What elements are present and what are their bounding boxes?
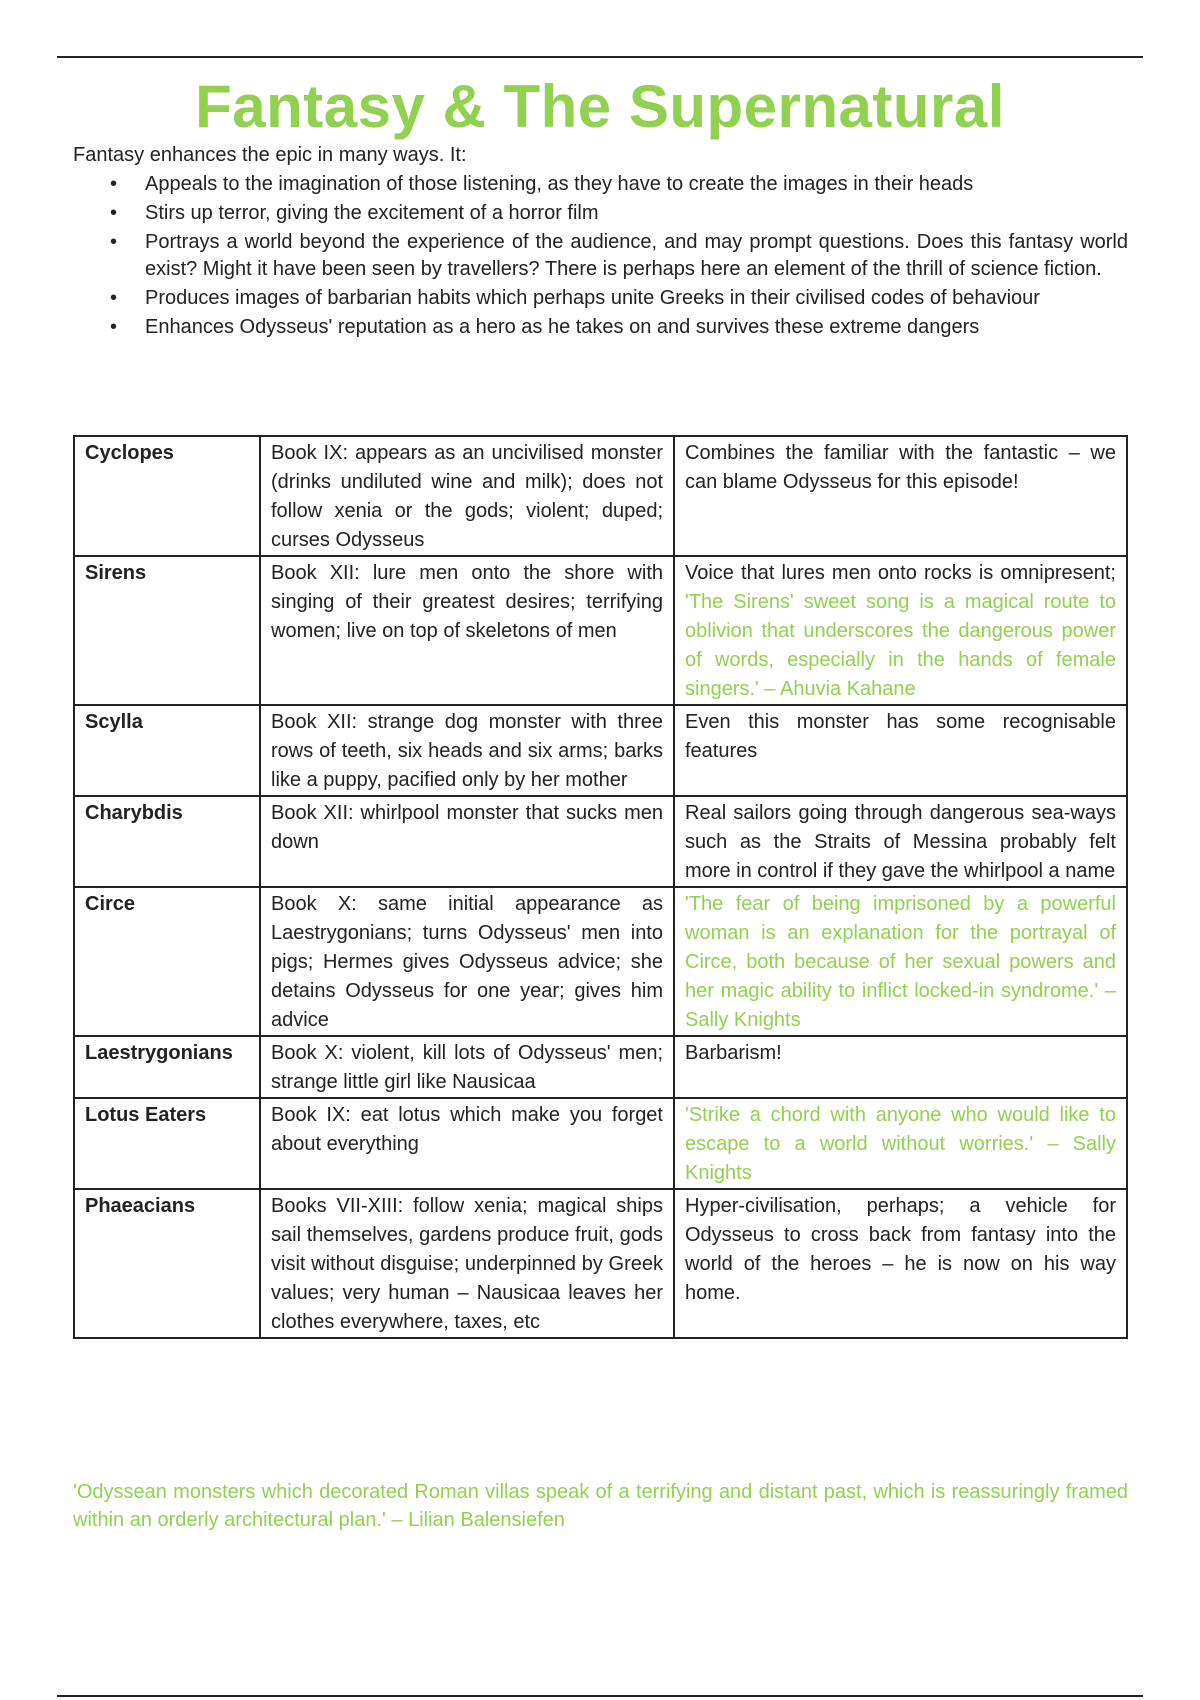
monster-note: Combines the familiar with the fantastic – we can blame Odysseus for this episode! [674,436,1127,556]
list-item: • Stirs up terror, giving the excitement of a horror film [145,200,1128,227]
bullet-icon: • [110,202,118,224]
bullet-icon: • [110,173,118,195]
list-item: • Portrays a world beyond the experience of the audience, and may prompt questions. Does this fantasy world exist? Might it have been seen by travellers? There is perhaps here an element of the thrill of science fiction. [110,231,1128,280]
table-row [74,1036,1127,1098]
monster-name: Sirens [74,556,260,705]
intro-section [73,142,1128,343]
monster-description: Book XII: whirlpool monster that sucks men down [260,796,674,887]
monster-note: 'The fear of being imprisoned by a powerful woman is an explanation for the portrayal of Circe, both because of her sexual powers and her magic ability to inflict locked-in syndrome.' – Sally Knights [674,887,1127,1036]
monster-note: Voice that lures men onto rocks is omnipresent; 'The Sirens' sweet song is a magical route to oblivion that underscores the dangerous power of words, especially in the hands of female singers.' – Ahuvia Kahane [674,556,1127,705]
monster-note: Hyper-civilisation, perhaps; a vehicle for Odysseus to cross back from fantasy into the world of the heroes – he is now on his way home. [674,1189,1127,1338]
monster-name: Circe [74,887,260,1036]
table-row [74,796,1127,887]
monster-name: Cyclopes [74,436,260,556]
monster-description: Book XII: strange dog monster with three rows of teeth, six heads and six arms; barks like a puppy, pacified only by her mother [260,705,674,796]
intro-text: Fantasy enhances the epic in many ways. It: [73,144,467,166]
table-row [74,556,1127,705]
page-title: Fantasy & The Supernatural [195,73,1005,140]
closing-quote: 'Odyssean monsters which decorated Roman villas speak of a terrifying and distant past, which is reassuringly framed within an orderly architectural plan.' – Lilian Balensiefen [73,1481,1128,1531]
monster-description: Book IX: eat lotus which make you forget about everything [260,1098,674,1189]
top-rule [57,56,1143,58]
bullet-icon: • [110,316,118,338]
monster-description: Book IX: appears as an uncivilised monster (drinks undiluted wine and milk); does not follow xenia or the gods; violent; duped; curses Odysseus [260,436,674,556]
list-item: • Appeals to the imagination of those listening, as they have to create the images in their heads [145,171,1128,198]
monster-description: Book XII: lure men onto the shore with singing of their greatest desires; terrifying women; live on top of skeletons of men [260,556,674,705]
benefits-list [73,171,1128,341]
list-item: • Enhances Odysseus' reputation as a hero as he takes on and survives these extreme dangers [145,314,1128,341]
monster-note: Even this monster has some recognisable features [674,705,1127,796]
bullet-icon: • [110,287,118,309]
table-row [74,1189,1127,1338]
monsters-table [73,435,1128,1339]
table-row [74,705,1127,796]
table-row [74,887,1127,1036]
monster-note: Barbarism! [674,1036,1127,1098]
monster-description: Books VII-XIII: follow xenia; magical ships sail themselves, gardens produce fruit, gods visit without disguise; underpinned by Greek values; very human – Nausicaa leaves her clothes everywhere, taxes, etc [260,1189,674,1338]
monster-name: Scylla [74,705,260,796]
monster-description: Book X: same initial appearance as Laestrygonians; turns Odysseus' men into pigs; Hermes gives Odysseus advice; she detains Odysseus for one year; gives him advice [260,887,674,1036]
monster-description: Book X: violent, kill lots of Odysseus' men; strange little girl like Nausicaa [260,1036,674,1098]
bullet-icon: • [110,231,118,253]
monster-name: Phaeacians [74,1189,260,1338]
monster-note: Real sailors going through dangerous sea-ways such as the Straits of Messina probably felt more in control if they gave the whirlpool a name [674,796,1127,887]
bottom-rule [57,1695,1143,1697]
table-row [74,1098,1127,1189]
monster-name: Charybdis [74,796,260,887]
monster-name: Lotus Eaters [74,1098,260,1189]
table-row [74,436,1127,556]
list-item: • Produces images of barbarian habits which perhaps unite Greeks in their civilised codes of behaviour [145,285,1128,312]
monster-note: 'Strike a chord with anyone who would like to escape to a world without worries.' – Sally Knights [674,1098,1127,1189]
monster-name: Laestrygonians [74,1036,260,1098]
